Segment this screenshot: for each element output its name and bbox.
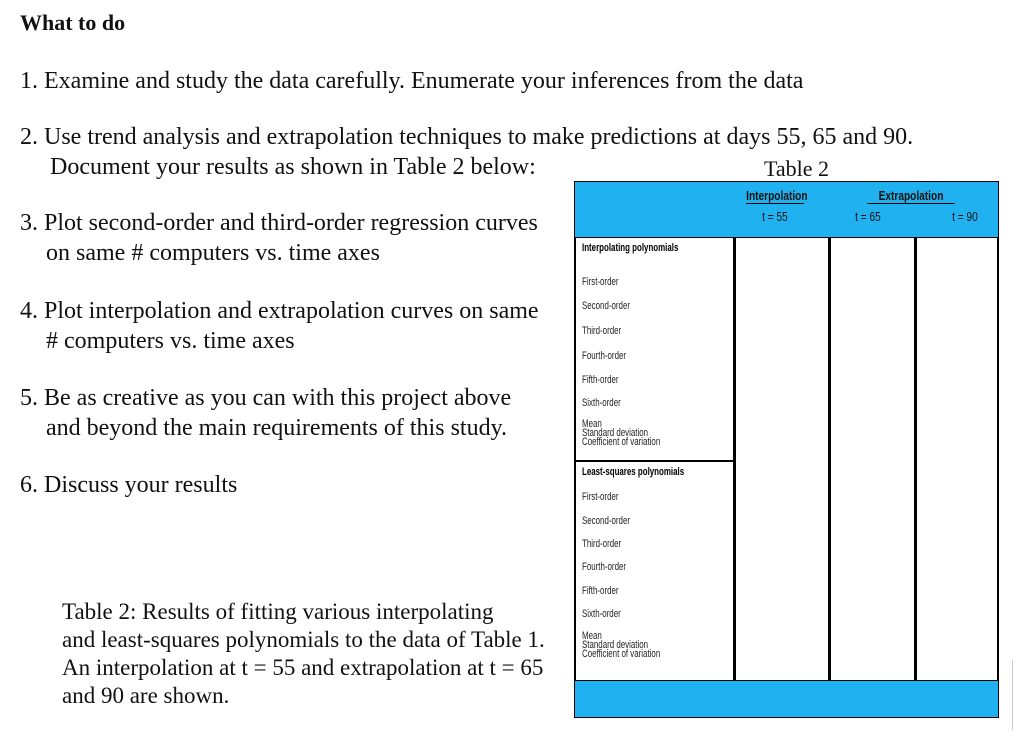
caption-line-3: An interpolation at t = 55 and extrapolation at t = 65: [62, 655, 544, 680]
instruction-1: 1. Examine and study the data carefully. Enumerate your inferences from the data: [20, 68, 804, 94]
header-t65: t = 65: [855, 209, 881, 224]
header-interpolation: Interpolation: [746, 188, 808, 203]
section-interpolating: Interpolating polynomials: [582, 242, 679, 254]
row-label: Second-order: [582, 515, 630, 527]
instruction-5-cont: and beyond the main requirements of this study.: [46, 415, 508, 441]
row-label-std: Standard deviation: [582, 427, 649, 439]
row-label-mean: Mean: [582, 630, 602, 642]
column-divider: [914, 238, 917, 680]
section-divider: [576, 460, 735, 462]
instruction-3-cont: on same # computers vs. time axes: [46, 240, 380, 266]
row-label: Fifth-order: [582, 585, 619, 597]
caption-line-2: and least-squares polynomials to the data of Table 1.: [62, 627, 545, 652]
scrollbar-track[interactable]: [1012, 660, 1013, 730]
row-label: Fifth-order: [582, 374, 619, 386]
instruction-4: 4. Plot interpolation and extrapolation curves on same: [20, 298, 539, 324]
row-label: Fourth-order: [582, 350, 627, 362]
header-t90: t = 90: [952, 209, 978, 224]
row-label: Sixth-order: [582, 397, 621, 409]
table-header: [574, 181, 999, 238]
column-divider: [828, 238, 831, 680]
caption-line-1: Table 2: Results of fitting various interpolating: [62, 599, 494, 624]
header-t55: t = 55: [762, 209, 788, 224]
row-label: First-order: [582, 276, 619, 288]
table-title: Table 2: [764, 156, 830, 181]
row-label-mean: Mean: [582, 418, 602, 430]
results-table: [574, 181, 999, 718]
row-label: First-order: [582, 491, 619, 503]
row-label: Fourth-order: [582, 561, 627, 573]
header-extrapolation: Extrapolation: [867, 188, 954, 204]
instruction-2-cont: Document your results as shown in Table 2 below:: [50, 154, 536, 180]
row-label-std: Standard deviation: [582, 639, 649, 651]
row-label: Second-order: [582, 300, 630, 312]
instruction-4-cont: # computers vs. time axes: [46, 328, 295, 354]
table-body: [574, 238, 999, 680]
table-footer: [574, 680, 999, 718]
row-label: Third-order: [582, 538, 622, 550]
caption-line-4: and 90 are shown.: [62, 683, 230, 708]
page-heading: What to do: [20, 10, 126, 35]
row-label: Third-order: [582, 325, 622, 337]
instruction-6: 6. Discuss your results: [20, 472, 238, 498]
instruction-3: 3. Plot second-order and third-order regression curves: [20, 210, 538, 236]
column-divider: [733, 238, 736, 680]
row-label: Sixth-order: [582, 608, 621, 620]
instruction-5: 5. Be as creative as you can with this project above: [20, 385, 512, 411]
section-least-squares: Least-squares polynomials: [582, 466, 685, 478]
row-label-cov: Coefficient of variation: [582, 648, 661, 660]
row-label-cov: Coefficient of variation: [582, 436, 661, 448]
instruction-2: 2. Use trend analysis and extrapolation techniques to make predictions at days 55, 65 and 90.: [20, 124, 914, 150]
